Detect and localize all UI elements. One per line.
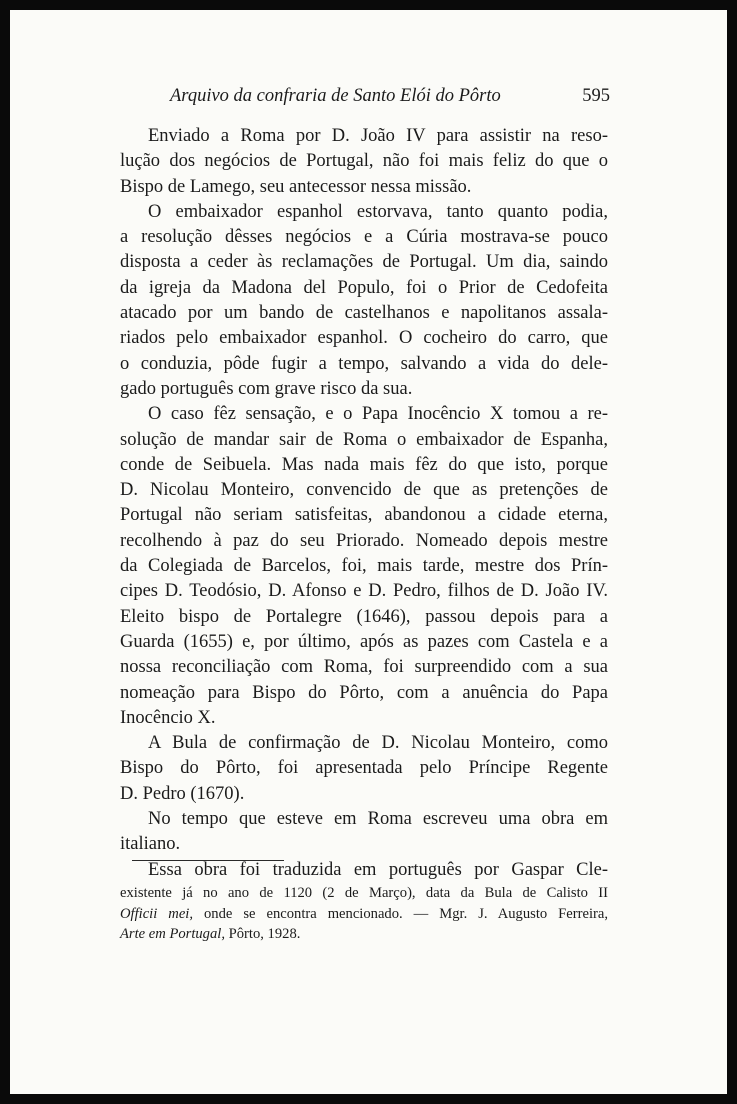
text-line: a resolução dêsses negócios e a Cúria mostrava-se pouco [120,227,608,248]
text-line: Enviado a Roma por D. João IV para assistir na reso- [148,126,608,146]
footnote-citation: Officii mei, [120,905,193,922]
text-line: lução dos negócios de Portugal, não foi mais feliz do que o [120,151,608,172]
text-line: conde de Seibuela. Mas nada mais fêz do que isto, porque [120,454,608,475]
footnote-line: existente já no ano de 1120 (2 de Março), data da Bula de Calisto II [120,885,608,901]
text-line: O embaixador espanhol estorvava, tanto quanto podia, [148,201,608,222]
footnote-line [120,904,608,925]
text-line: italiano. [120,834,181,855]
footnote-text: Pôrto, 1928. [224,926,301,942]
text-line: cipes D. Teodósio, D. Afonso e D. Pedro, filhos de D. João IV. [120,581,608,602]
footnote [120,883,608,945]
text-line: nomeação para Bispo do Pôrto, com a anuência do Papa [120,682,608,703]
text-line: Portugal não seriam satisfeitas, abandonou a cidade eterna, [120,505,608,526]
text-line: recolhendo à paz do seu Priorado. Nomeado depois mestre [120,530,608,551]
footnote-citation: Arte em Portugal, [120,926,225,942]
text-line: o conduzia, pôde fugir a tempo, salvando a vida do dele- [120,353,608,374]
text-line: Bispo do Pôrto, foi apresentada pelo Príncipe Regente [120,758,608,779]
text-line: solução de mandar sair de Roma o embaixador de Espanha, [120,429,608,450]
text-line: D. Nicolau Monteiro, convencido de que as pretenções de [120,480,608,501]
page-number: 595 [582,86,610,106]
document-page [10,10,727,1094]
text-line: Inocêncio X. [120,707,216,728]
text-line: No tempo que esteve em Roma escreveu uma obra em [148,809,608,830]
running-title: Arquivo da confraria de Santo Elói do Pôrto [170,86,501,106]
text-line: Guarda (1655) e, por último, após as pazes com Castela e a [120,631,608,652]
footnote-text: onde se encontra mencionado. — Mgr. J. Augusto Ferreira, [193,905,608,922]
text-line: Eleito bispo de Portalegre (1646), passou depois para a [120,606,608,627]
text-line: Bispo de Lamego, seu antecessor nessa missão. [120,176,472,197]
text-line: A Bula de confirmação de D. Nicolau Monteiro, como [148,733,608,754]
text-line: da Colegiada de Barcelos, foi, mais tarde, mestre dos Prín- [120,556,608,577]
text-line: Essa obra foi traduzida em português por Gaspar Cle- [148,859,608,880]
text-line: D. Pedro (1670). [120,783,245,804]
text-line: gado português com grave risco da sua. [120,378,413,399]
text-line: O caso fêz sensação, e o Papa Inocêncio X tomou a re- [148,404,608,425]
text-line: nossa reconciliação com Roma, foi surpreendido com a sua [120,657,608,678]
body-text [120,124,608,883]
text-line: disposta a ceder às reclamações de Portugal. Um dia, saindo [120,252,608,273]
text-line: atacado por um bando de castelhanos e napolitanos assala- [120,303,608,324]
text-line: riados pelo embaixador espanhol. O cocheiro do carro, que [120,328,608,349]
footnote-divider [132,860,284,861]
text-line: da igreja da Madona del Populo, foi o Prior de Cedofeita [120,277,608,298]
footnote-line [120,924,608,945]
page-header [170,80,610,112]
